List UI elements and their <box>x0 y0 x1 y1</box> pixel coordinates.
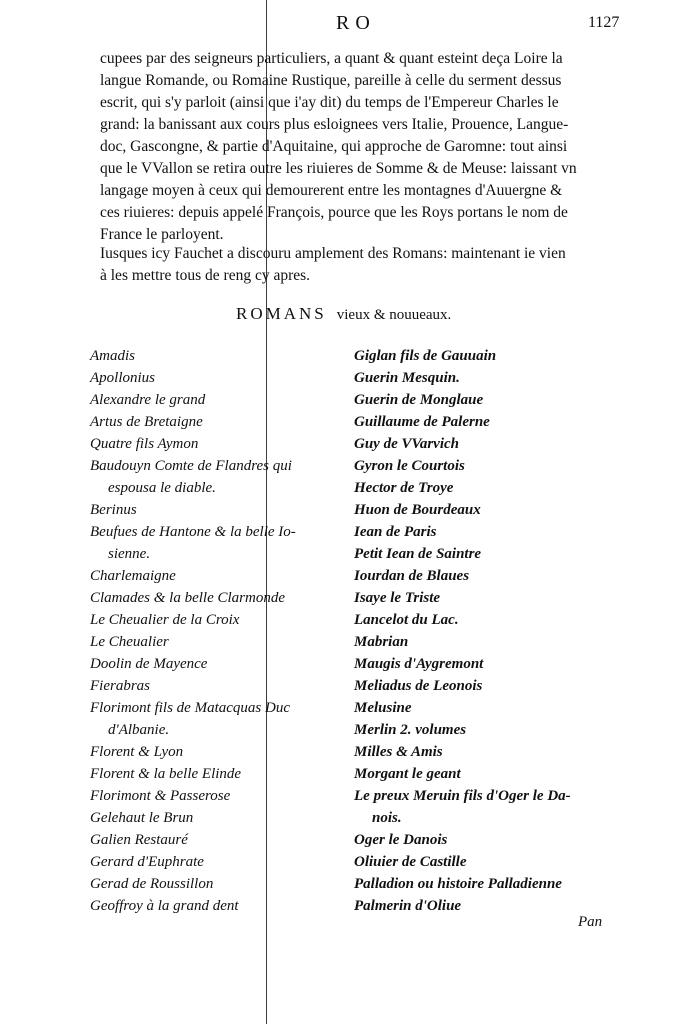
roman-entry-title: Gelehaut le Brun <box>90 810 194 826</box>
roman-entry <box>354 631 634 653</box>
roman-entry-title: Quatre fils Aymon <box>90 436 199 452</box>
roman-entry-continuation: d'Albanie. <box>108 722 170 738</box>
roman-entry-title: Guillaume de Palerne <box>354 414 490 430</box>
roman-entry-title: Giglan fils de Gauuain <box>354 348 497 364</box>
paragraph-line: grand: la banissant aux cours plus esloignees vers Italie, Prouence, Langue- <box>100 116 569 133</box>
paragraph-line: cupees par des seigneurs particuliers, a quant & quant esteint deça Loire la <box>100 50 563 67</box>
roman-entry <box>90 587 360 609</box>
roman-entry <box>354 521 634 543</box>
roman-entry <box>354 873 634 895</box>
roman-entry <box>90 653 360 675</box>
roman-entry-title: Meliadus de Leonois <box>354 678 483 694</box>
roman-entry-title: Oliuier de Castille <box>354 854 467 870</box>
roman-entry-title: Florent & Lyon <box>90 744 184 760</box>
roman-entry <box>354 433 634 455</box>
roman-entry <box>90 697 360 741</box>
catchword: Pan <box>578 914 603 930</box>
roman-entry-title: Gerad de Roussillon <box>90 876 214 892</box>
roman-entry-title: Guy de VVarvich <box>354 436 459 452</box>
roman-entry <box>354 345 634 367</box>
roman-entry-title: Palladion ou histoire Palladienne <box>354 876 562 892</box>
roman-entry-title: Artus de Bretaigne <box>90 414 203 430</box>
roman-entry <box>354 697 634 719</box>
roman-entry-title: Doolin de Mayence <box>90 656 208 672</box>
roman-entry <box>354 675 634 697</box>
roman-entry-title: Gerard d'Euphrate <box>90 854 204 870</box>
page-number: 1127 <box>588 14 620 31</box>
roman-entry-title: Beufues de Hantone & la belle Io- <box>90 524 296 540</box>
roman-entry <box>90 411 360 433</box>
roman-entry <box>90 499 360 521</box>
section-heading <box>236 304 451 324</box>
paragraph-line: doc, Gascongne, & partie d'Aquitaine, qui approche de Garomne: tout ainsi <box>100 138 568 155</box>
roman-entry <box>354 565 634 587</box>
roman-entry-title: Le preux Meruin fils d'Oger le Da- <box>354 788 571 804</box>
roman-entry-title: Melusine <box>354 700 412 716</box>
roman-entry-title: Alexandre le grand <box>90 392 206 408</box>
roman-entry-title: Milles & Amis <box>354 744 443 760</box>
roman-entry-title: Petit Iean de Saintre <box>354 546 482 562</box>
roman-entry-title: Charlemaigne <box>90 568 176 584</box>
roman-entry-title: Apollonius <box>90 370 156 386</box>
roman-entry-title: Iourdan de Blaues <box>354 568 470 584</box>
roman-entry <box>90 895 360 917</box>
section-heading-caps: ROMANS <box>236 304 327 323</box>
roman-entry-title: Galien Restauré <box>90 832 188 848</box>
roman-entry <box>90 741 360 763</box>
roman-entry <box>90 785 360 807</box>
paragraph-line: France le parloyent. <box>100 226 224 243</box>
roman-entry-title: Iean de Paris <box>354 524 437 540</box>
paragraph-line: langue Romande, ou Romaine Rustique, pareille à celle du serment dessus <box>100 72 562 89</box>
roman-entry <box>90 873 360 895</box>
roman-entry <box>354 785 634 829</box>
roman-entry-title: Gyron le Courtois <box>354 458 465 474</box>
roman-entry <box>90 455 360 499</box>
roman-entry-title: Guerin de Monglaue <box>354 392 484 408</box>
roman-entry <box>354 609 634 631</box>
roman-entry <box>354 455 634 477</box>
roman-entry-title: Guerin Mesquin. <box>354 370 460 386</box>
roman-entry-title: Lancelot du Lac. <box>354 612 459 628</box>
roman-entry-continuation: espousa le diable. <box>108 480 216 496</box>
roman-entry <box>90 433 360 455</box>
romans-list-right <box>354 345 634 917</box>
paragraph-line: à les mettre tous de reng cy apres. <box>100 267 311 284</box>
roman-entry-title: Palmerin d'Oliue <box>354 898 462 914</box>
roman-entry-title: Clamades & la belle Clarmonde <box>90 590 285 606</box>
paragraph-line: ces riuieres: depuis appelé François, pource que les Roys portans le nom de <box>100 204 568 221</box>
roman-entry <box>354 587 634 609</box>
roman-entry-title: Oger le Danois <box>354 832 448 848</box>
roman-entry-title: Florimont & Passerose <box>90 788 231 804</box>
roman-entry <box>354 367 634 389</box>
roman-entry-title: Florent & la belle Elinde <box>90 766 242 782</box>
roman-entry <box>90 565 360 587</box>
romans-list-left <box>90 345 360 917</box>
roman-entry <box>90 521 360 565</box>
roman-entry <box>354 389 634 411</box>
roman-entry <box>354 763 634 785</box>
roman-entry-continuation: nois. <box>372 810 402 826</box>
roman-entry <box>90 367 360 389</box>
roman-entry-title: Merlin 2. volumes <box>354 722 467 738</box>
roman-entry-title: Hector de Troye <box>354 480 454 496</box>
roman-entry <box>354 477 634 499</box>
paragraph-line: que le VVallon se retira outre les riuieres de Somme & de Meuse: laissant vn <box>100 160 577 177</box>
roman-entry <box>90 631 360 653</box>
roman-entry-title: Mabrian <box>354 634 409 650</box>
paragraph-1 <box>100 48 630 246</box>
running-title: RO <box>336 12 376 34</box>
roman-entry <box>90 829 360 851</box>
roman-entry <box>354 719 634 741</box>
roman-entry-title: Morgant le geant <box>354 766 461 782</box>
roman-entry <box>90 389 360 411</box>
roman-entry <box>354 543 634 565</box>
roman-entry <box>90 807 360 829</box>
roman-entry-title: Berinus <box>90 502 137 518</box>
roman-entry-title: Baudouyn Comte de Flandres qui <box>90 458 292 474</box>
roman-entry-title: Florimont fils de Matacquas Duc <box>90 700 290 716</box>
paragraph-line: escrit, qui s'y parloit (ainsi que i'ay dit) du temps de l'Empereur Charles le <box>100 94 559 111</box>
roman-entry-title: Le Cheualier <box>90 634 169 650</box>
roman-entry-title: Huon de Bourdeaux <box>354 502 481 518</box>
paragraph-line: langage moyen à ceux qui demourerent entre les montagnes d'Auuergne & <box>100 182 563 199</box>
roman-entry <box>354 741 634 763</box>
roman-entry-title: Fierabras <box>90 678 150 694</box>
roman-entry-title: Amadis <box>90 348 135 364</box>
roman-entry-continuation: sienne. <box>108 546 151 562</box>
roman-entry-title: Maugis d'Aygremont <box>354 656 484 672</box>
roman-entry <box>354 411 634 433</box>
roman-entry-title: Geoffroy à la grand dent <box>90 898 239 914</box>
roman-entry <box>90 675 360 697</box>
section-heading-rest: vieux & nouueaux. <box>336 307 452 323</box>
roman-entry <box>90 763 360 785</box>
roman-entry <box>354 653 634 675</box>
roman-entry <box>90 851 360 873</box>
paragraph-2 <box>100 243 630 287</box>
roman-entry <box>90 345 360 367</box>
roman-entry <box>354 851 634 873</box>
roman-entry-title: Isaye le Triste <box>354 590 441 606</box>
roman-entry <box>354 829 634 851</box>
roman-entry-title: Le Cheualier de la Croix <box>90 612 240 628</box>
roman-entry <box>354 499 634 521</box>
roman-entry <box>90 609 360 631</box>
paragraph-line: Iusques icy Fauchet a discouru amplement des Romans: maintenant ie vien <box>100 245 566 262</box>
